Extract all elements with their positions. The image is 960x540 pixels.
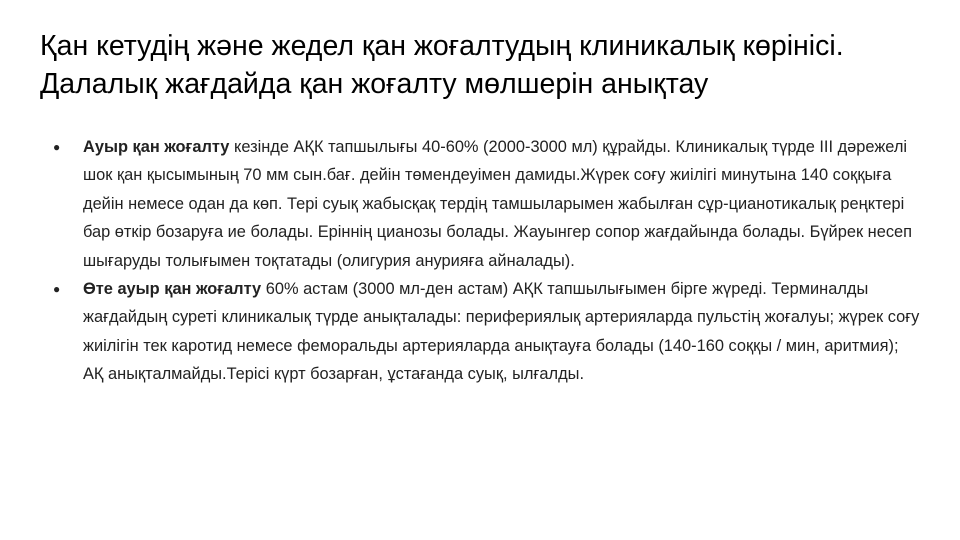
bullet-item-very-severe-blood-loss (40, 275, 920, 389)
slide-title-line-1: Қан кетудің және жедел қан жоғалтудың клиникалық көрінісі. (40, 30, 844, 62)
bullet-term: Ауыр қан жоғалту (83, 138, 230, 156)
bullet-dot-icon (53, 133, 60, 161)
bullet-list (40, 133, 920, 389)
bullet-item-severe-blood-loss (40, 133, 920, 275)
slide-title-line-2: Далалық жағдайда қан жоғалту мөлшерін анықтау (40, 68, 709, 100)
bullet-dot-icon (53, 275, 60, 303)
bullet-term: Өте ауыр қан жоғалту (83, 280, 262, 299)
bullet-text: 60% астам (3000 мл-ден астам) АҚК тапшылығымен бірге жүреді. Терминалды жағдайдың суреті клиникалық түрде анықталады: перифериялық артерияларда пульстің жоғалуы; жүрек соғу жиілігін тек каротид немесе феморальды артерияларда анықтауға болады (140-160 соққы / мин, аритмия); АҚ анықталмайды.Терісі күрт бозарған, ұстағанда суық, ылғалды. (83, 280, 920, 384)
bullet-text: кезінде АҚК тапшылығы 40-60% (2000-3000 мл) құрайды. Клиникалық түрде ІІІ дәрежелі шок қан қысымының 70 мм сын.бағ. дейін төмендеуімен дамиды.Жүрек соғу жиілігі минутына 140 соққыға дейін немесе одан да көп. Тері суық жабысқақ тердің тамшыларымен жабылған сұр-цианотикалық реңктері бар өткір бозаруға ие болады. Еріннің цианозы болады. Жауынгер сопор жағдайында болады. Бүйрек несеп шығаруды толығымен тоқтатады (олигурия анурияға айналады). (83, 138, 913, 270)
slide-title (40, 27, 940, 103)
